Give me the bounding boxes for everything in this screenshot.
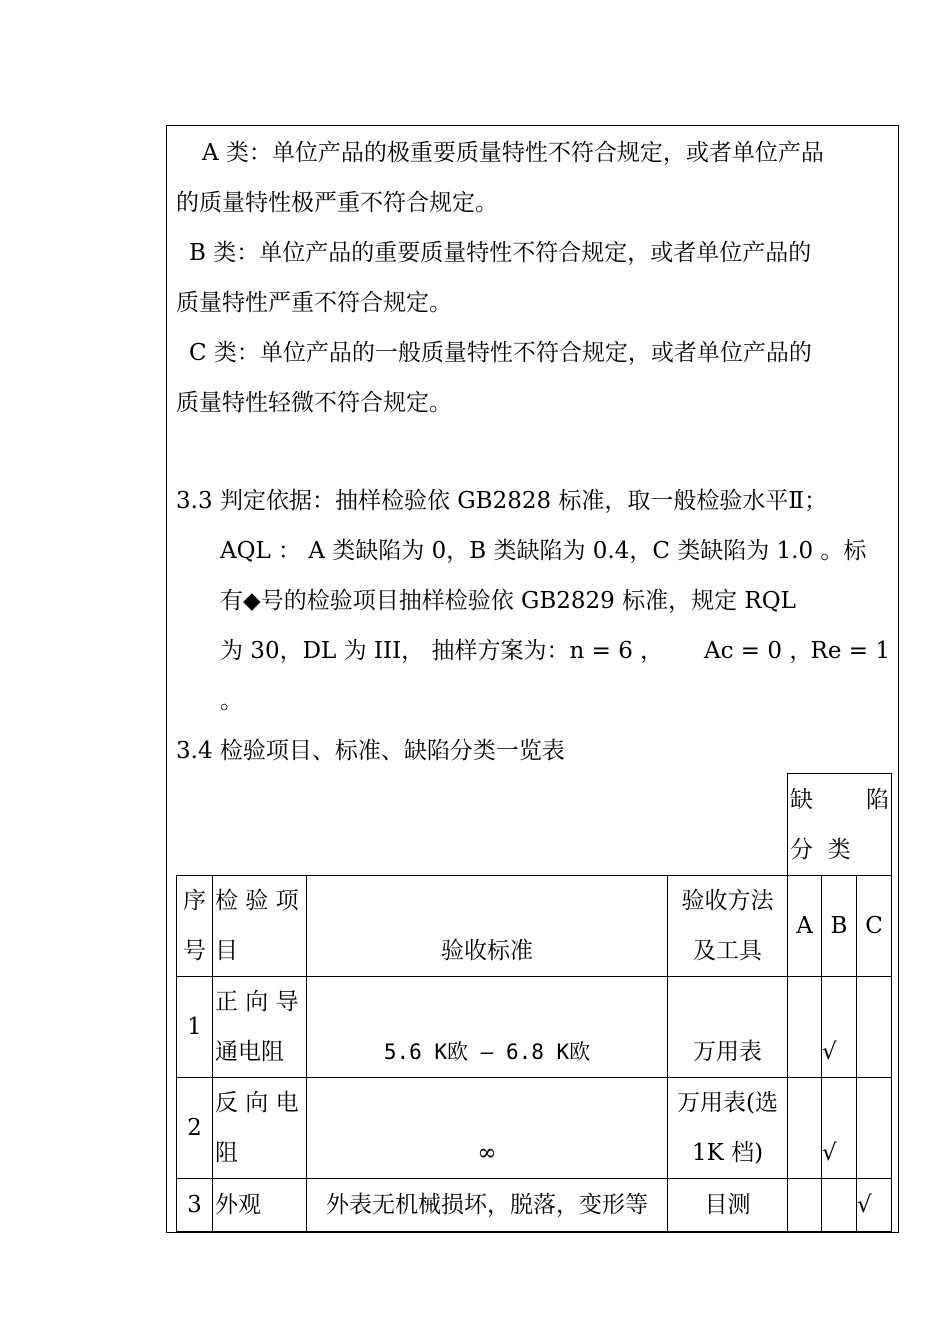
table-row xyxy=(177,977,892,1078)
row-class-a xyxy=(788,1179,822,1232)
header-char-2: 陷 xyxy=(866,786,890,813)
row-method: 万用表(选 1K 档) xyxy=(668,1078,788,1179)
row-item: 外观 xyxy=(213,1179,307,1232)
defect-c-line1: C 类：单位产品的一般质量特性不符合规定，或者单位产品的 xyxy=(189,340,812,366)
table-header-row xyxy=(177,876,892,977)
header-method: 验收方法 及工具 xyxy=(668,876,788,977)
row-item: 反 向 电 阻 xyxy=(213,1078,307,1179)
inspection-table xyxy=(176,773,892,1232)
ac-value: Ac = 0 ， xyxy=(704,638,813,664)
defect-b-line2: 质量特性严重不符合规定。 xyxy=(176,290,452,316)
row-standard: 5.6 K欧 — 6.8 K欧 xyxy=(307,977,668,1078)
defect-a-line1 xyxy=(202,138,890,168)
header-char-4: 类 xyxy=(827,836,851,863)
header-class-a: A xyxy=(788,876,822,977)
row-number: 3 xyxy=(177,1179,213,1232)
header-standard: 验收标准 xyxy=(307,876,668,977)
row-item: 正 向 导 通电阻 xyxy=(213,977,307,1078)
section-33-line5: 。 xyxy=(220,688,243,714)
row-class-c: √ xyxy=(857,1179,892,1232)
defect-classification-header xyxy=(788,774,892,876)
row-class-b xyxy=(822,1179,857,1232)
row-method: 目测 xyxy=(668,1179,788,1232)
header-seq: 序 号 xyxy=(177,876,213,977)
table-row xyxy=(177,1078,892,1179)
row-number: 2 xyxy=(177,1078,213,1179)
section-34-title: 3.4 检验项目、标准、缺陷分类一览表 xyxy=(176,738,565,764)
defect-a-line2: 的质量特性极严重不符合规定。 xyxy=(176,190,498,216)
section-33-line1: 判定依据：抽样检验依 GB2828 标准，取一般检验水平Ⅱ； xyxy=(220,488,828,514)
row-standard: 外表无机械损坏，脱落，变形等 xyxy=(307,1179,668,1232)
row-class-b: √ xyxy=(822,1078,857,1179)
row-class-c xyxy=(857,1078,892,1179)
header-char-3: 分 xyxy=(790,836,813,863)
header-class-b: B xyxy=(822,876,857,977)
row-class-c xyxy=(857,977,892,1078)
header-item: 检 验 项 目 xyxy=(213,876,307,977)
header-char-1: 缺 xyxy=(790,786,813,813)
row-method: 万用表 xyxy=(668,977,788,1078)
sampling-plan-text: 为 30，DL 为 III， 抽样方案为：n = 6 ， xyxy=(220,638,664,664)
row-class-b: √ xyxy=(822,977,857,1078)
section-33-number: 3.3 xyxy=(176,488,213,514)
section-33-line2: AQL ： A 类缺陷为 0，B 类缺陷为 0.4，C 类缺陷为 1.0 。标 xyxy=(220,538,867,564)
defect-b-line1: B 类：单位产品的重要质量特性不符合规定，或者单位产品的 xyxy=(189,240,812,266)
defect-a-text-1: A 类：单位产品的极重要质量特性不符合规定，或者单位产品 xyxy=(202,140,824,166)
section-33-line3: 有◆号的检验项目抽样检验依 GB2829 标准，规定 RQL xyxy=(220,588,796,614)
row-standard: ∞ xyxy=(307,1078,668,1179)
table-row xyxy=(177,1179,892,1232)
row-class-a xyxy=(788,1078,822,1179)
header-class-c: C xyxy=(857,876,892,977)
row-class-a xyxy=(788,977,822,1078)
re-value: Re = 1 xyxy=(810,638,890,664)
row-number: 1 xyxy=(177,977,213,1078)
defect-c-line2: 质量特性轻微不符合规定。 xyxy=(176,390,452,416)
